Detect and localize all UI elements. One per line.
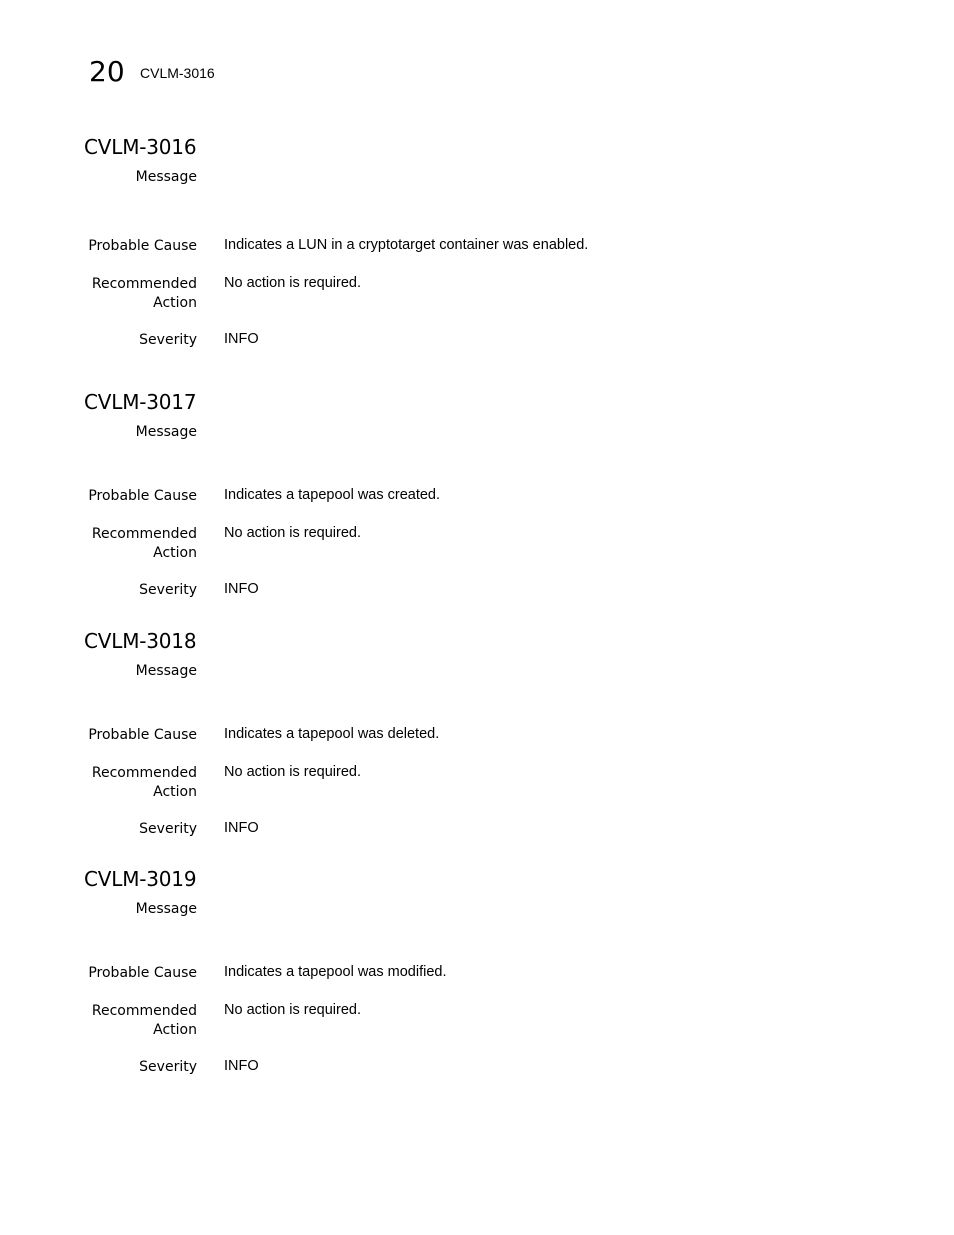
message-label: Message — [135, 901, 197, 917]
recommended-action-text: No action is required. — [224, 764, 362, 780]
entry-title: CVLM-3019 — [84, 867, 197, 891]
recommended-label-line1: Recommended — [91, 765, 197, 781]
message-entry — [0, 135, 954, 365]
message-entry — [0, 390, 954, 620]
recommended-action-label — [37, 275, 197, 313]
recommended-label-line2: Action — [153, 295, 197, 311]
severity-value: INFO — [224, 1058, 259, 1074]
probable-cause-label: Probable Cause — [88, 488, 197, 504]
probable-cause-text: Indicates a tapepool was created. — [224, 487, 441, 503]
probable-cause-label: Probable Cause — [88, 727, 197, 743]
recommended-label-line2: Action — [153, 1022, 197, 1038]
entry-title: CVLM-3018 — [84, 629, 197, 653]
message-entry — [0, 867, 954, 1097]
severity-label: Severity — [139, 1059, 197, 1075]
severity-value: INFO — [224, 331, 259, 347]
recommended-action-label — [37, 1002, 197, 1040]
severity-value: INFO — [224, 820, 259, 836]
recommended-label-line1: Recommended — [91, 1003, 197, 1019]
recommended-action-text: No action is required. — [224, 525, 362, 541]
recommended-label-line1: Recommended — [91, 526, 197, 542]
recommended-action-text: No action is required. — [224, 275, 362, 291]
probable-cause-label: Probable Cause — [88, 238, 197, 254]
message-entry — [0, 629, 954, 859]
message-label: Message — [135, 424, 197, 440]
recommended-action-text: No action is required. — [224, 1002, 362, 1018]
chapter-number: 20 — [89, 55, 125, 88]
message-label: Message — [135, 663, 197, 679]
severity-label: Severity — [139, 582, 197, 598]
probable-cause-label: Probable Cause — [88, 965, 197, 981]
severity-label: Severity — [139, 821, 197, 837]
probable-cause-text: Indicates a tapepool was modified. — [224, 964, 447, 980]
running-header-title: CVLM-3016 — [140, 65, 215, 81]
severity-label: Severity — [139, 332, 197, 348]
recommended-label-line2: Action — [153, 545, 197, 561]
entry-title: CVLM-3016 — [84, 135, 197, 159]
recommended-action-label — [37, 764, 197, 802]
entry-title: CVLM-3017 — [84, 390, 197, 414]
severity-value: INFO — [224, 581, 259, 597]
recommended-label-line1: Recommended — [91, 276, 197, 292]
recommended-action-label — [37, 525, 197, 563]
probable-cause-text: Indicates a LUN in a cryptotarget container was enabled. — [224, 237, 589, 253]
probable-cause-text: Indicates a tapepool was deleted. — [224, 726, 440, 742]
recommended-label-line2: Action — [153, 784, 197, 800]
message-label: Message — [135, 169, 197, 185]
